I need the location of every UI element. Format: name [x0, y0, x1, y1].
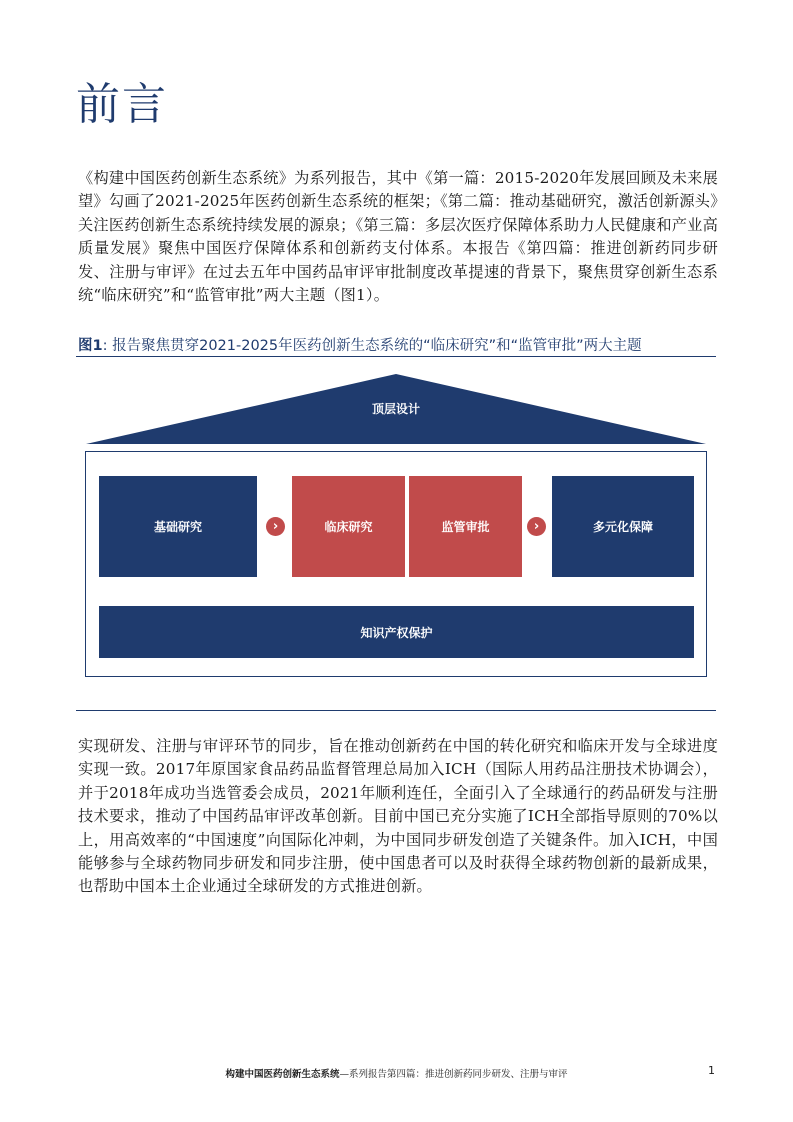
page-number: 1: [708, 1064, 715, 1077]
figure-bottom-rule: [76, 710, 716, 711]
block-ip-protection: 知识产权保护: [99, 606, 694, 658]
figure-caption: [78, 334, 642, 355]
figure-caption-text: : 报告聚焦贯穿2021-2025年医药创新生态系统的“临床研究”和“监管审批”两大主题: [102, 338, 642, 354]
intro-paragraph: 《构建中国医药创新生态系统》为系列报告，其中《第一篇：2015-2020年发展回顾及未来展望》勾画了2021-2025年医药创新生态系统的框架；《第二篇：推动基础研究，激活创新源头》关注医药创新生态系统持续发展的源泉；《第三篇：多层次医疗保障体系助力人民健康和产业高质量发展》聚焦中国医疗保障体系和创新药支付体系。本报告《第四篇：推进创新药同步研发、注册与审评》在过去五年中国药品审评审批制度改革提速的背景下，聚焦贯穿创新生态系统“临床研究”和“监管审批”两大主题（图1）。: [78, 169, 718, 305]
footer-series-title: 构建中国医药创新生态系统: [225, 1069, 340, 1080]
page-title: 前言: [76, 79, 168, 130]
footer-report-title: —系列报告第四篇：推进创新药同步研发、注册与审评: [339, 1069, 568, 1080]
figure-diagram: [76, 356, 716, 710]
body-paragraph: 实现研发、注册与审评环节的同步，旨在推动创新药在中国的转化研究和临床开发与全球进度实现一致。2017年原国家食品药品监督管理总局加入ICH（国际人用药品注册技术协调会），并于2018年成功当选管委会成员，2021年顺利连任，全面引入了全球通行的药品研发与注册技术要求，推动了中国药品审评改革创新。目前中国已充分实施了ICH全部指导原则的70%以上，用高效率的“中国速度”向国际化冲刺，为中国同步研发创造了关键条件。加入ICH，中国能够参与全球药物同步研发和同步注册，使中国患者可以及时获得全球药物创新的最新成果，也帮助中国本土企业通过全球研发的方式推进创新。: [78, 737, 718, 896]
chevron-right-icon: ›: [527, 517, 546, 536]
block-regulatory-approval: 监管审批: [409, 476, 522, 577]
chevron-right-icon: ›: [266, 517, 285, 536]
figure-label: 图1: [78, 338, 103, 354]
block-basic-research: 基础研究: [99, 476, 257, 577]
page-footer: [0, 1066, 793, 1080]
roof-label: 顶层设计: [371, 402, 420, 416]
block-diversified-coverage: 多元化保障: [552, 476, 694, 577]
block-clinical-research: 临床研究: [292, 476, 405, 577]
